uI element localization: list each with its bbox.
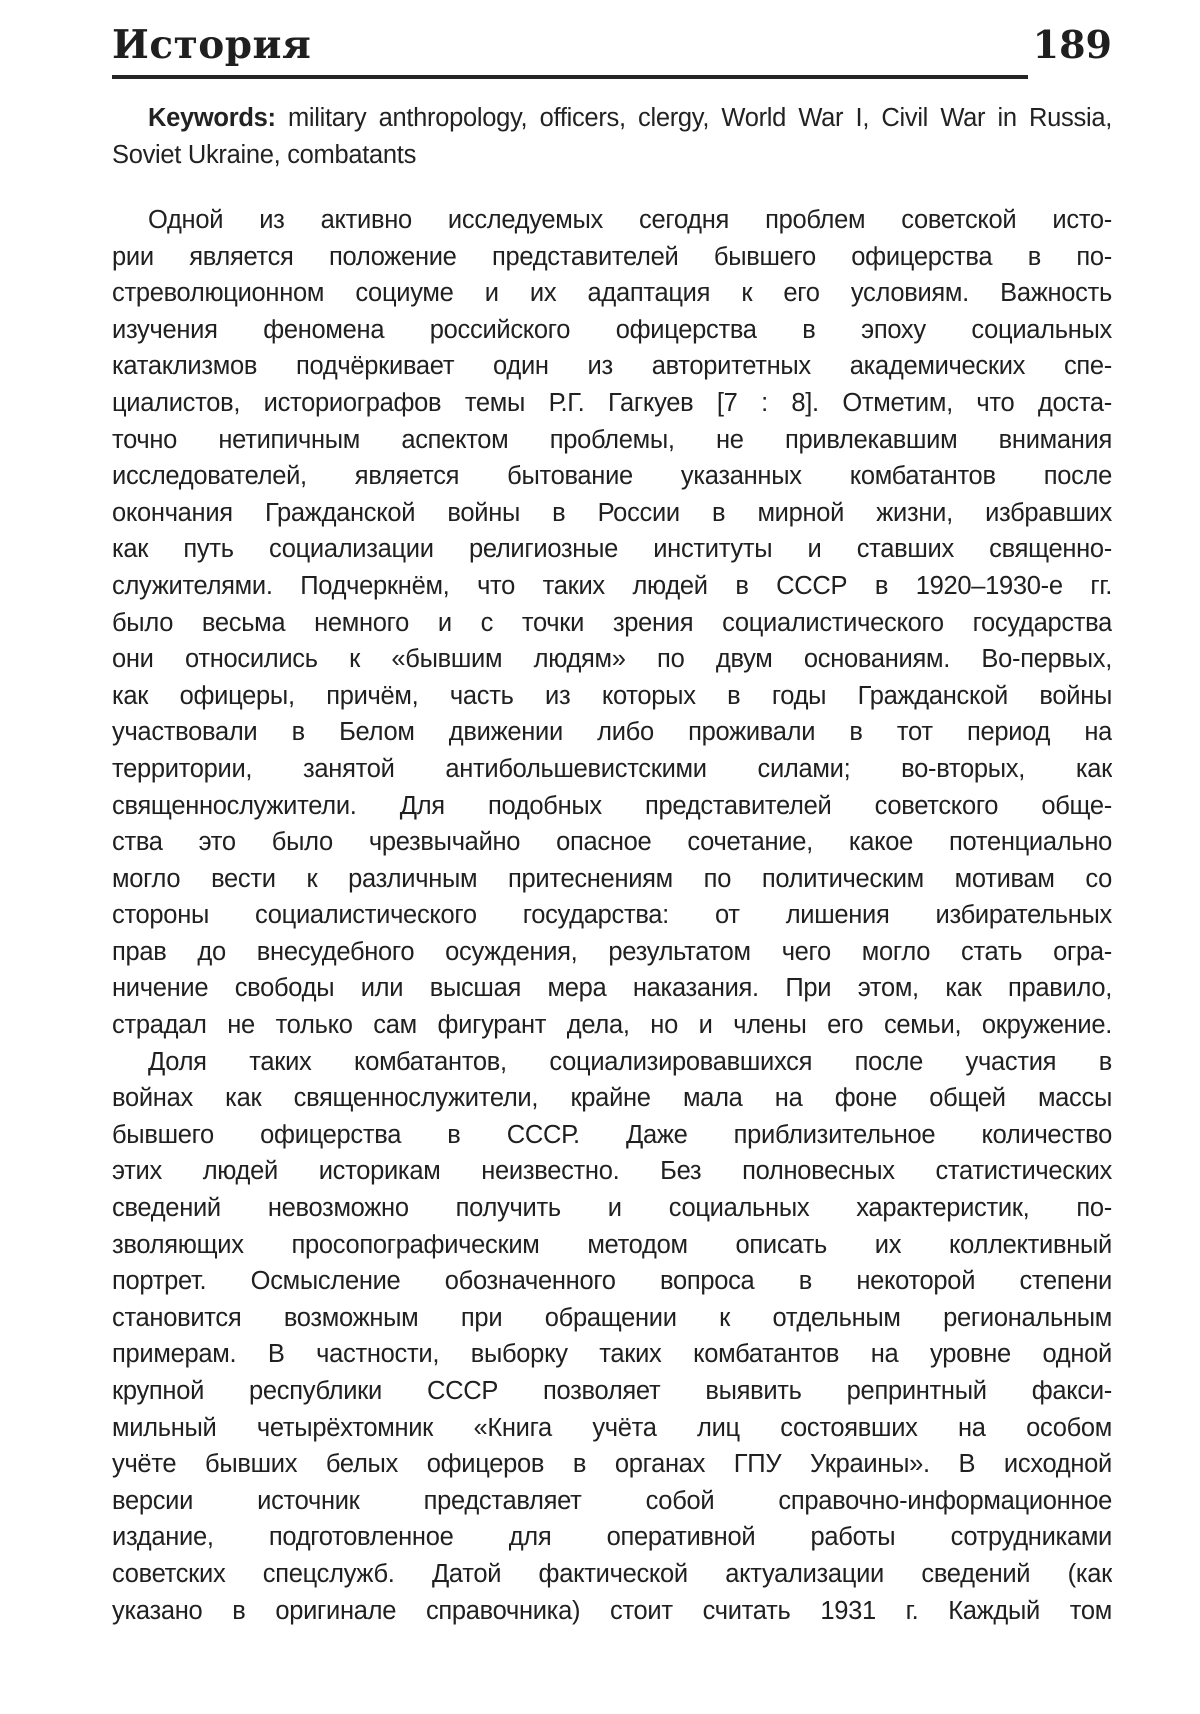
body-line: стреволюционном социуме и их адаптация к его условиям. Важность [112, 279, 1112, 308]
body-line: могло вести к различным притеснениям по политическим мотивам со [112, 864, 1112, 893]
body-line: катаклизмов подчёркивает один из авторитетных академических спе- [112, 352, 1112, 381]
keywords-line-2: Soviet Ukraine, combatants [112, 141, 417, 169]
body-line: точно нетипичным аспектом проблемы, не привлекавшим внимания [112, 425, 1112, 454]
page-number: 189 [1032, 22, 1112, 67]
body-line: участвовали в Белом движении либо проживали в тот период на [112, 718, 1112, 747]
body-line: становится возможным при обращении к отдельным региональным [112, 1303, 1112, 1332]
body-line: ства это было чрезвычайно опасное сочетание, какое потенциально [112, 828, 1112, 857]
body-line: учёте бывших белых офицеров в органах ГПУ Украины». В исходной [112, 1450, 1112, 1479]
keywords-line-1 [112, 100, 1112, 137]
body-line: рии является положение представителей бывшего офицерства в по- [112, 242, 1112, 271]
body-line: мильный четырёхтомник «Книга учёта лиц состоявших на особом [112, 1413, 1112, 1442]
body-line: прав до внесудебного осуждения, результатом чего могло стать огра- [112, 937, 1112, 966]
body-line: бывшего офицерства в СССР. Даже приблизительное количество [112, 1120, 1112, 1149]
page-content [112, 0, 1112, 1629]
body-line: примерам. В частности, выборку таких комбатантов на уровне одной [112, 1340, 1112, 1369]
body-line: этих людей историкам неизвестно. Без полновесных статистических [112, 1157, 1112, 1186]
section-title: История [112, 22, 312, 68]
keywords-line1-text: military anthropology, officers, clergy, World War I, Civil War in Russia, [287, 104, 1112, 132]
body-line: зволяющих просопографическим методом описать их коллективный [112, 1230, 1112, 1259]
body-line: окончания Гражданской войны в России в мирной жизни, избравших [112, 498, 1112, 527]
body-line: крупной республики СССР позволяет выявить репринтный факси- [112, 1377, 1112, 1405]
keywords-block [112, 100, 1112, 174]
body-line: войнах как священнослужители, крайне мала на фоне общей массы [112, 1084, 1112, 1113]
body-line: циалистов, историографов темы Р.Г. Гагкуев [7 : 8]. Отметим, что доста- [112, 388, 1112, 417]
article-body [112, 202, 1112, 1629]
body-line: страдал не только сам фигурант дела, но и члены его семьи, окружение. [112, 1011, 1112, 1040]
body-line: портрет. Осмысление обозначенного вопроса в некоторой степени [112, 1267, 1112, 1296]
body-line: было весьма немного и с точки зрения социалистического государства [112, 608, 1112, 637]
body-line: изучения феномена российского офицерства в эпоху социальных [112, 315, 1112, 344]
running-header [112, 24, 1112, 66]
body-line: как офицеры, причём, часть из которых в годы Гражданской войны [112, 681, 1112, 710]
body-line: Доля таких комбатантов, социализировавшихся после участия в [148, 1047, 1112, 1076]
body-line: они относились к «бывшим людям» по двум основаниям. Во-первых, [112, 645, 1112, 674]
header-rule [112, 75, 1028, 79]
body-line: советских спецслужб. Датой фактической актуализации сведений (как [112, 1559, 1112, 1588]
body-line: Одной из активно исследуемых сегодня проблем советской исто- [148, 206, 1112, 234]
body-line: ничение свободы или высшая мера наказания. При этом, как правило, [112, 974, 1112, 1003]
body-line: исследователей, является бытование указанных комбатантов после [112, 462, 1112, 491]
body-line: территории, занятой антибольшевистскими силами; во-вторых, как [112, 754, 1112, 783]
body-line: сведений невозможно получить и социальных характеристик, по- [112, 1194, 1112, 1223]
body-line: служителями. Подчеркнём, что таких людей в СССР в 1920–1930-е гг. [112, 571, 1112, 600]
body-line: издание, подготовленное для оперативной работы сотрудниками [112, 1523, 1112, 1552]
body-line: священнослужители. Для подобных представителей советского обще- [112, 791, 1112, 820]
body-line: версии источник представляет собой справочно-информационное [112, 1486, 1112, 1515]
keywords-label: Keywords: [148, 104, 276, 132]
body-line: стороны социалистического государства: от лишения избирательных [112, 901, 1112, 930]
body-line: как путь социализации религиозные институты и ставших священно- [112, 535, 1112, 564]
body-line: указано в оригинале справочника) стоит считать 1931 г. Каждый том [112, 1596, 1112, 1625]
